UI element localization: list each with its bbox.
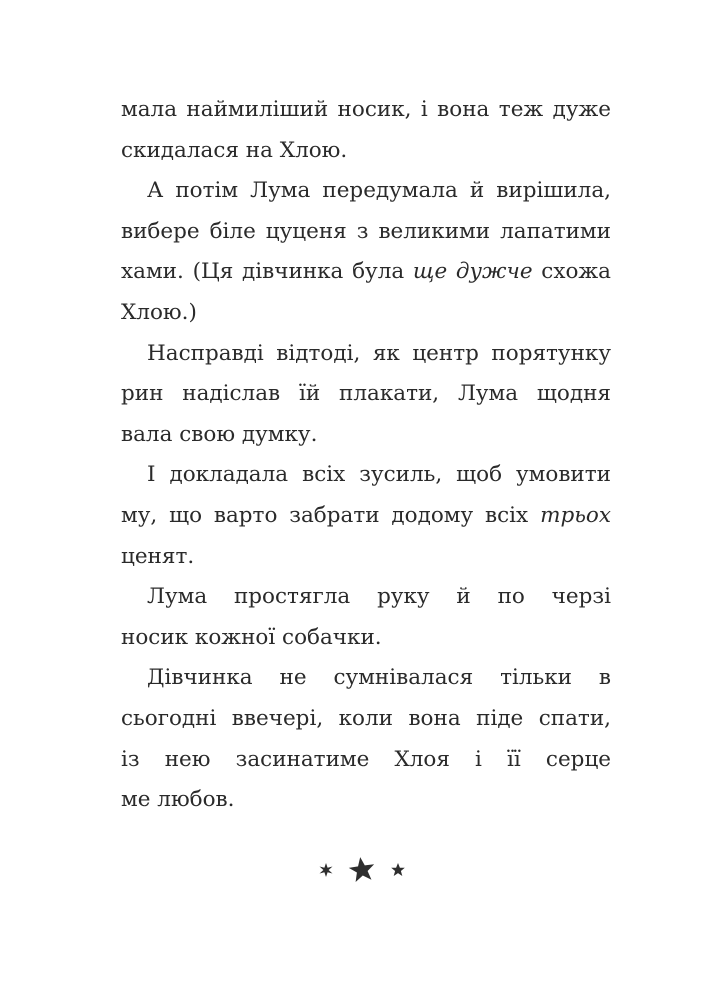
paragraph-1 — [121, 90, 611, 171]
text-line: І докладала всіх зусиль, щоб умовити — [147, 462, 611, 488]
text-line: вибере біле цуценя з великими лапатими — [121, 218, 611, 244]
italic-emphasis: трьох — [540, 502, 611, 528]
text-line: мала наймиліший носик, і вона теж дуже — [121, 97, 611, 122]
text-line: рин надіслав їй плакати, Лума щодня — [121, 381, 611, 407]
text-line: хами. (Ця дівчинка була ще дужче схожа — [121, 259, 611, 285]
text-line: ценят. — [121, 543, 195, 569]
body-text — [121, 90, 611, 821]
text-line: вала свою думку. — [121, 421, 318, 447]
large-star-icon — [348, 855, 377, 882]
text-line: му, що варто забрати додому всіх трьох — [121, 502, 611, 528]
small-star-icon — [391, 863, 405, 876]
text-line: Хлою.) — [121, 299, 197, 325]
paragraph-6 — [121, 658, 611, 820]
text-line: А потім Лума передумала й вирішила, — [147, 178, 611, 204]
paragraph-4 — [121, 455, 611, 577]
text-line: із нею засинатиме Хлоя і її серце — [121, 746, 611, 772]
text-line: Насправді відтоді, як центр порятунку — [147, 340, 611, 366]
text-line: Дівчинка не сумнівалася тільки в — [147, 665, 611, 691]
italic-emphasis: ще дужче — [412, 259, 533, 285]
text-line: скидалася на Хлою. — [121, 137, 348, 163]
small-star-icon — [320, 863, 333, 877]
paragraph-2 — [121, 171, 611, 333]
text-line: сьогодні ввечері, коли вона піде спати, — [121, 705, 611, 731]
paragraph-3 — [121, 334, 611, 456]
three-stars-icon — [312, 855, 412, 885]
text-line: ме любов. — [121, 787, 235, 813]
text-line: Лума простягла руку й по черзі — [147, 584, 611, 610]
text-line: носик кожної собачки. — [121, 624, 382, 650]
paragraph-5 — [121, 577, 611, 658]
